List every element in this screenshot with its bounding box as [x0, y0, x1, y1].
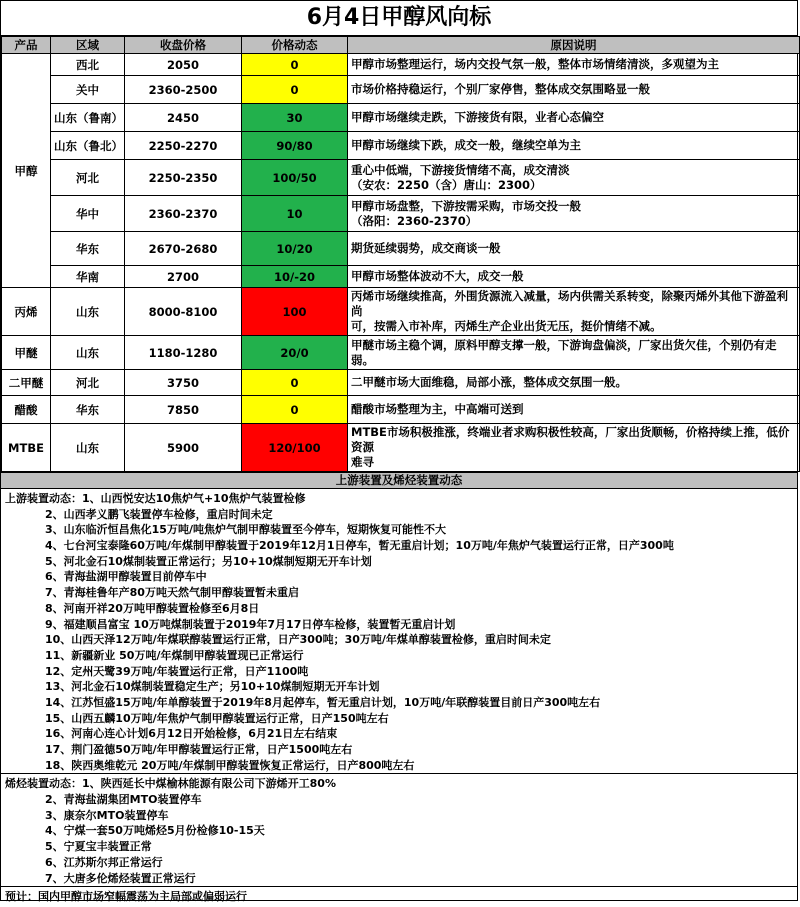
region-cell: 华东 — [51, 232, 125, 266]
change-cell: 90/80 — [242, 132, 348, 160]
region-cell: 华东 — [51, 396, 125, 424]
list-item: 9、福建顺昌富宝 10万吨煤制装置于2019年7月17日停车检修，装置暂无重启计划 — [45, 617, 456, 631]
reason-cell — [348, 132, 800, 160]
product-cell: 二甲醚 — [2, 370, 51, 396]
list-label: 上游装置动态： — [5, 492, 82, 505]
reason-line: 可，按需入市补库，丙烯生产企业出货无压，挺价情绪不减。 — [351, 319, 662, 333]
change-cell: 0 — [242, 396, 348, 424]
change-cell: 20/0 — [242, 336, 348, 370]
list-item: 6、江苏斯尔邦正常运行 — [45, 855, 163, 869]
list-item — [5, 776, 793, 792]
header-reason: 原因说明 — [348, 37, 800, 54]
region-cell: 关中 — [51, 76, 125, 104]
price-cell: 2360-2370 — [125, 196, 242, 232]
price-cell: 8000-8100 — [125, 288, 242, 336]
price-cell: 2360-2500 — [125, 76, 242, 104]
reason-line: 市场价格持稳运行，个别厂家停售，整体成交氛围略显一般 — [351, 82, 650, 96]
change-cell: 10/20 — [242, 232, 348, 266]
change-cell: 100 — [242, 288, 348, 336]
olefin-list — [1, 774, 797, 887]
table-row — [2, 54, 800, 76]
list-item: 4、七台河宝泰隆60万吨/年煤制甲醇装置于2019年12月1日停车，暂无重启计划；10万吨/年焦炉气装置运行正常，日产300吨 — [45, 539, 674, 553]
list-item: 6、青海盐湖甲醇装置目前停车中 — [45, 570, 207, 584]
region-cell: 河北 — [51, 160, 125, 196]
list-item: 10、山西天泽12万吨/年煤联醇装置运行正常，日产300吨；30万吨/年煤单醇装置检修，重启时间未定 — [45, 633, 551, 647]
region-cell: 山东 — [51, 336, 125, 370]
list-item: 8、河南开祥20万吨甲醇装置检修至6月8日 — [45, 601, 260, 615]
product-cell: 甲醇 — [2, 54, 51, 288]
reason-cell — [348, 424, 800, 472]
upstream-section-title: 上游装置及烯烃装置动态 — [1, 472, 797, 489]
reason-line: MTBE市场积极推涨，终端业者求购积极性较高，厂家出货顺畅，价格持续上推，低价资源 — [351, 425, 790, 454]
list-item: 4、宁煤一套50万吨烯烃5月份检修10-15天 — [45, 824, 265, 838]
reason-line: （洛阳：2360-2370） — [351, 213, 478, 228]
header-price: 收盘价格 — [125, 37, 242, 54]
price-cell: 2700 — [125, 266, 242, 288]
product-cell: MTBE — [2, 424, 51, 472]
reason-line: 甲醇市场继续下跌，成交一般，继续空单为主 — [351, 138, 581, 152]
list-item: 12、定州天鹭39万吨/年装置运行正常，日产1100吨 — [45, 664, 309, 678]
region-cell: 西北 — [51, 54, 125, 76]
reason-cell — [348, 196, 800, 232]
reason-line: 甲醚市场主稳个调，原料甲醇支撑一般，下游询盘偏淡，厂家出货欠佳，个别仍有走弱。 — [351, 337, 777, 367]
table-row — [2, 266, 800, 288]
reason-cell — [348, 104, 800, 132]
list-item — [5, 491, 793, 507]
reason-cell — [348, 288, 800, 336]
table-row — [2, 104, 800, 132]
change-cell: 0 — [242, 370, 348, 396]
change-cell: 10 — [242, 196, 348, 232]
reason-line: 丙烯市场继续推高，外围货源流入减量，场内供需关系转变，除聚丙烯外其他下游盈利尚 — [351, 289, 788, 318]
header-region: 区域 — [51, 37, 125, 54]
table-row — [2, 396, 800, 424]
list-label: 烯烃装置动态： — [5, 777, 82, 791]
reason-line: 重心中低端，下游接货情绪不高，成交清淡 — [351, 162, 570, 177]
change-cell: 100/50 — [242, 160, 348, 196]
list-item-text: 1、陕西延长中煤榆林能源有限公司下游烯开工80% — [82, 777, 336, 791]
table-row — [2, 336, 800, 370]
list-item: 16、河南心连心计划6月12日开始检修，6月21日左右结束 — [45, 727, 338, 741]
list-item: 3、山东临沂恒昌焦化15万吨/吨焦炉气制甲醇装置至今停车，短期恢复可能性不大 — [45, 523, 446, 537]
header-product: 产品 — [2, 37, 51, 54]
reason-line: 甲醇市场继续走跌，下游接货有限，业者心态偏空 — [351, 110, 604, 124]
region-cell: 河北 — [51, 370, 125, 396]
list-item: 14、江苏恒盛15万吨/年单醇装置于2019年8月起停车，暂无重启计划，10万吨/年联醇装置目前日产300吨左右 — [45, 695, 601, 709]
price-cell: 7850 — [125, 396, 242, 424]
list-item: 15、山西五麟10万吨/年焦炉气制甲醇装置运行正常，日产150吨左右 — [45, 711, 389, 725]
price-cell: 5900 — [125, 424, 242, 472]
list-item: 2、青海盐湖集团MTO装置停车 — [45, 793, 202, 807]
change-cell: 120/100 — [242, 424, 348, 472]
list-item: 17、荆门盈德50万吨/年甲醇装置运行正常，日产1500吨左右 — [45, 743, 353, 756]
table-row — [2, 132, 800, 160]
page-title: 6月4日甲醇风向标 — [1, 1, 797, 36]
price-cell: 2050 — [125, 54, 242, 76]
price-cell: 2450 — [125, 104, 242, 132]
region-cell: 山东（鲁北） — [51, 132, 125, 160]
list-item: 2、山西孝义鹏飞装置停车检修，重启时间未定 — [45, 507, 273, 521]
price-cell: 3750 — [125, 370, 242, 396]
price-cell: 2670-2680 — [125, 232, 242, 266]
region-cell: 山东 — [51, 288, 125, 336]
product-cell: 醋酸 — [2, 396, 51, 424]
region-cell: 华中 — [51, 196, 125, 232]
table-row — [2, 370, 800, 396]
reason-line: 甲醇市场盘整，下游按需采购，市场交投一般 — [351, 198, 581, 213]
list-item: 3、康奈尔MTO装置停车 — [45, 808, 169, 822]
list-item-text: 1、山西悦安达10焦炉气+10焦炉气装置检修 — [82, 492, 306, 505]
list-item: 18、陕西奥维乾元 20万吨/年煤制甲醇装置恢复正常运行，日产800吨左右 — [45, 758, 415, 772]
list-item: 5、宁夏宝丰装置正常 — [45, 840, 152, 854]
reason-cell — [348, 266, 800, 288]
reason-cell — [348, 232, 800, 266]
list-item: 5、河北金石10煤制装置正常运行；另10+10煤制短期无开车计划 — [45, 554, 372, 568]
table-row — [2, 196, 800, 232]
reason-line: 二甲醚市场大面维稳，局部小涨，整体成交氛围一般。 — [351, 375, 627, 389]
region-cell: 山东 — [51, 424, 125, 472]
reason-line: （安农：2250（含）唐山：2300） — [351, 177, 542, 192]
reason-line: 甲醇市场整理运行，场内交投气氛一般，整体市场情绪清淡，多观望为主 — [351, 57, 719, 71]
header-change: 价格动态 — [242, 37, 348, 54]
change-cell: 0 — [242, 76, 348, 104]
region-cell: 华南 — [51, 266, 125, 288]
product-cell: 甲醚 — [2, 336, 51, 370]
region-cell: 山东（鲁南） — [51, 104, 125, 132]
reason-cell — [348, 76, 800, 104]
table-row — [2, 160, 800, 196]
product-cell: 丙烯 — [2, 288, 51, 336]
price-cell: 2250-2350 — [125, 160, 242, 196]
reason-line: 难寻 — [351, 455, 374, 469]
reason-cell — [348, 336, 800, 370]
list-item: 7、青海桂鲁年产80万吨天然气制甲醇装置暂未重启 — [45, 586, 299, 600]
reason-cell — [348, 54, 800, 76]
forecast-text: 预计：国内甲醇市场窄幅震荡为主局部或偏弱运行 — [5, 890, 247, 904]
change-cell: 30 — [242, 104, 348, 132]
table-header-row — [2, 37, 800, 54]
table-row — [2, 76, 800, 104]
table-row — [2, 288, 800, 336]
list-item: 7、大唐多伦烯烃装置正常运行 — [45, 871, 196, 885]
reason-line: 甲醇市场整体波动不大，成交一般 — [351, 269, 524, 283]
price-cell: 1180-1280 — [125, 336, 242, 370]
reason-cell — [348, 160, 800, 196]
upstream-list — [1, 489, 797, 774]
price-table — [1, 36, 800, 472]
reason-line: 期货延续弱势，成交商谈一般 — [351, 241, 501, 255]
change-cell: 10/-20 — [242, 266, 348, 288]
reason-cell — [348, 396, 800, 424]
table-row — [2, 424, 800, 472]
reason-line: 醋酸市场整理为主，中高端可送到 — [351, 402, 524, 416]
reason-cell — [348, 370, 800, 396]
price-cell: 2250-2270 — [125, 132, 242, 160]
list-item: 13、河北金石10煤制装置稳定生产；另10+10煤制短期无开车计划 — [45, 680, 380, 694]
list-item: 11、新疆新业 50万吨/年煤制甲醇装置现已正常运行 — [45, 648, 304, 662]
table-row — [2, 232, 800, 266]
change-cell: 0 — [242, 54, 348, 76]
